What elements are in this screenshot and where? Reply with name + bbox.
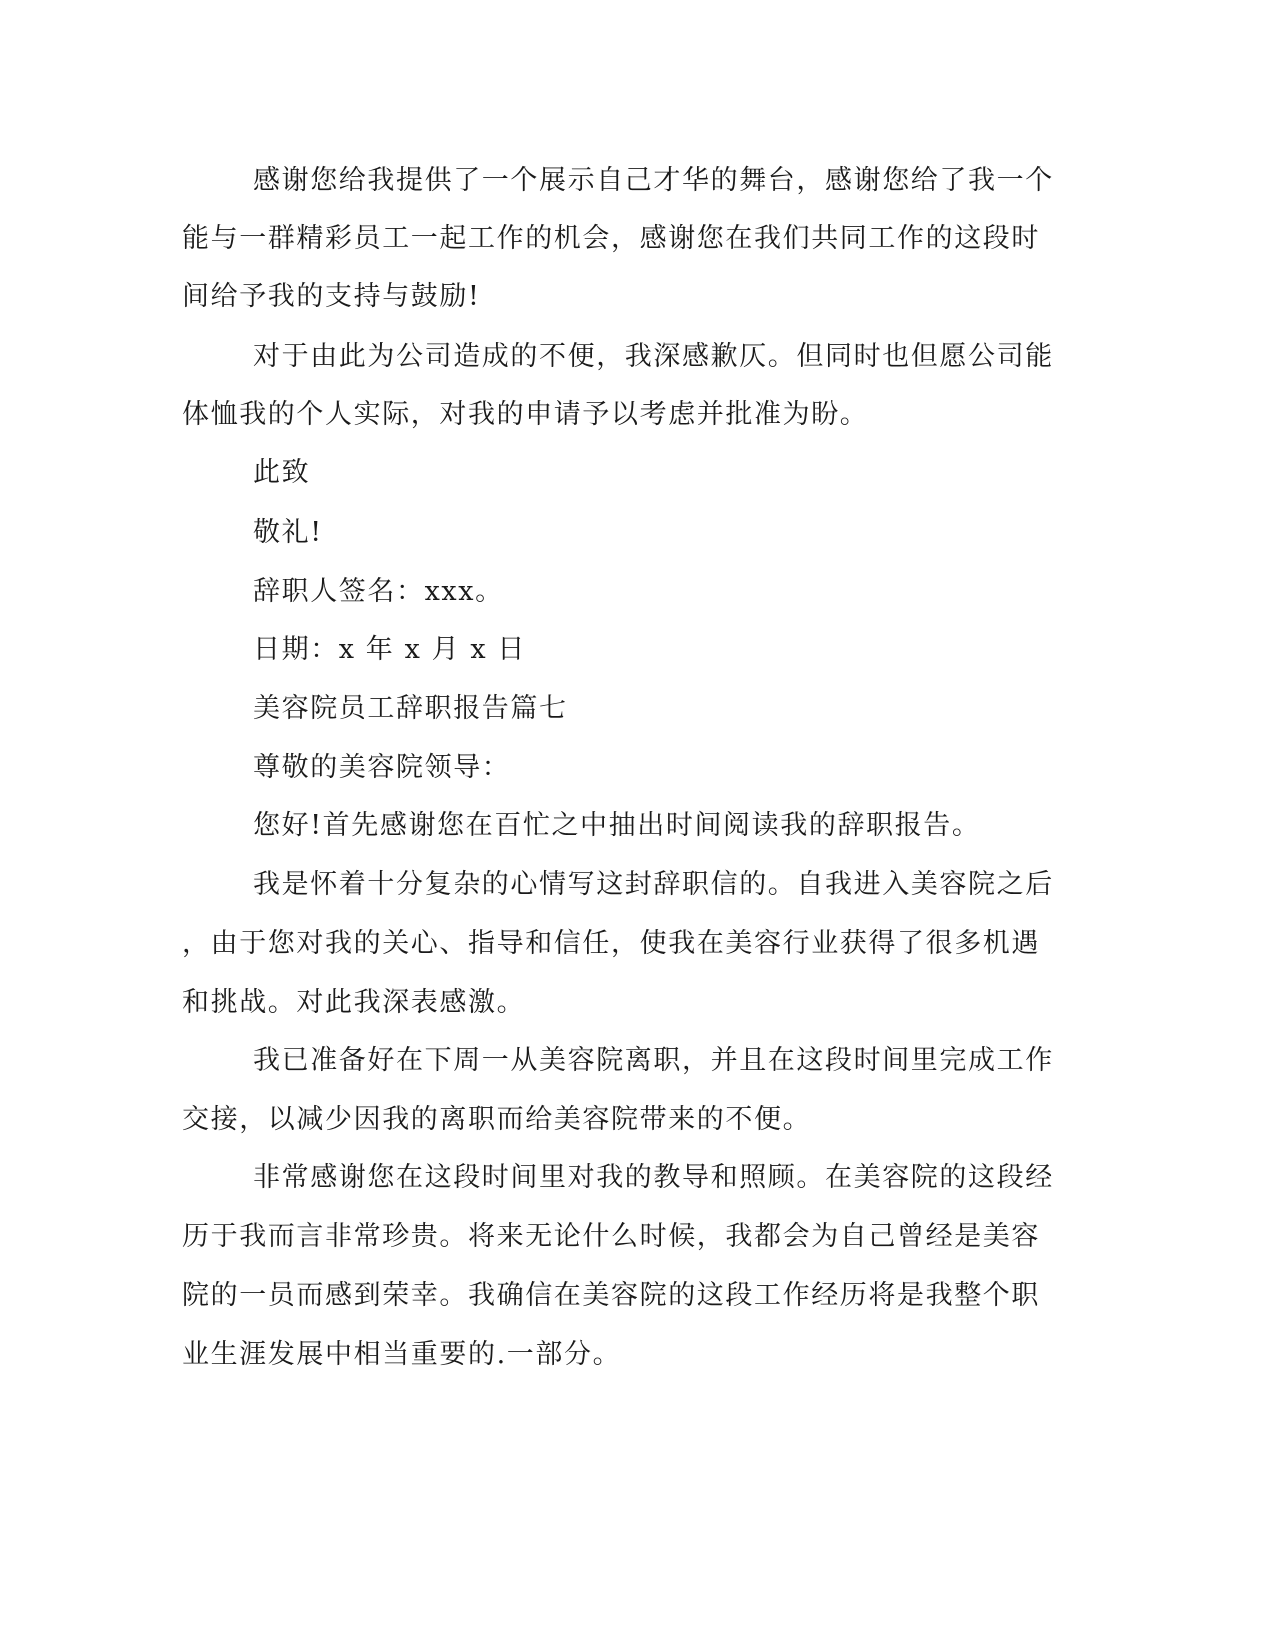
section-title: 美容院员工辞职报告篇七 bbox=[253, 693, 568, 724]
date-line: 日期：x 年 x 月 x 日 bbox=[253, 634, 526, 665]
paragraph-1-line-1: 感谢您给我提供了一个展示自己才华的舞台，感谢您给了我一个 bbox=[253, 165, 1054, 196]
closing-regards: 敬礼! bbox=[253, 517, 323, 548]
signature-line: 辞职人签名：xxx。 bbox=[253, 576, 504, 607]
paragraph-3-line-1: 我是怀着十分复杂的心情写这封辞职信的。自我进入美容院之后 bbox=[253, 869, 1054, 900]
recipient-greeting: 尊敬的美容院领导： bbox=[253, 752, 511, 783]
paragraph-5-line-4: 业生涯发展中相当重要的.一部分。 bbox=[182, 1339, 622, 1370]
paragraph-5-line-1: 非常感谢您在这段时间里对我的教导和照顾。在美容院的这段经 bbox=[253, 1162, 1054, 1193]
opening-line: 您好!首先感谢您在百忙之中抽出时间阅读我的辞职报告。 bbox=[253, 810, 981, 841]
paragraph-1-line-2: 能与一群精彩员工一起工作的机会，感谢您在我们共同工作的这段时 bbox=[182, 223, 1040, 254]
paragraph-3-line-2: ，由于您对我的关心、指导和信任，使我在美容行业获得了很多机遇 bbox=[182, 928, 1040, 959]
paragraph-4-line-2: 交接，以减少因我的离职而给美容院带来的不便。 bbox=[182, 1104, 812, 1135]
paragraph-3-line-3: 和挑战。对此我深表感激。 bbox=[182, 987, 526, 1018]
paragraph-5-line-2: 历于我而言非常珍贵。将来无论什么时候，我都会为自己曾经是美容 bbox=[182, 1221, 1040, 1252]
closing-salutation: 此致 bbox=[253, 457, 311, 488]
paragraph-4-line-1: 我已准备好在下周一从美容院离职，并且在这段时间里完成工作 bbox=[253, 1045, 1054, 1076]
paragraph-2-line-1: 对于由此为公司造成的不便，我深感歉仄。但同时也但愿公司能 bbox=[253, 341, 1054, 372]
paragraph-5-line-3: 院的一员而感到荣幸。我确信在美容院的这段工作经历将是我整个职 bbox=[182, 1280, 1040, 1311]
paragraph-1-line-3: 间给予我的支持与鼓励! bbox=[182, 281, 481, 312]
paragraph-2-line-2: 体恤我的个人实际，对我的申请予以考虑并批准为盼。 bbox=[182, 399, 869, 430]
